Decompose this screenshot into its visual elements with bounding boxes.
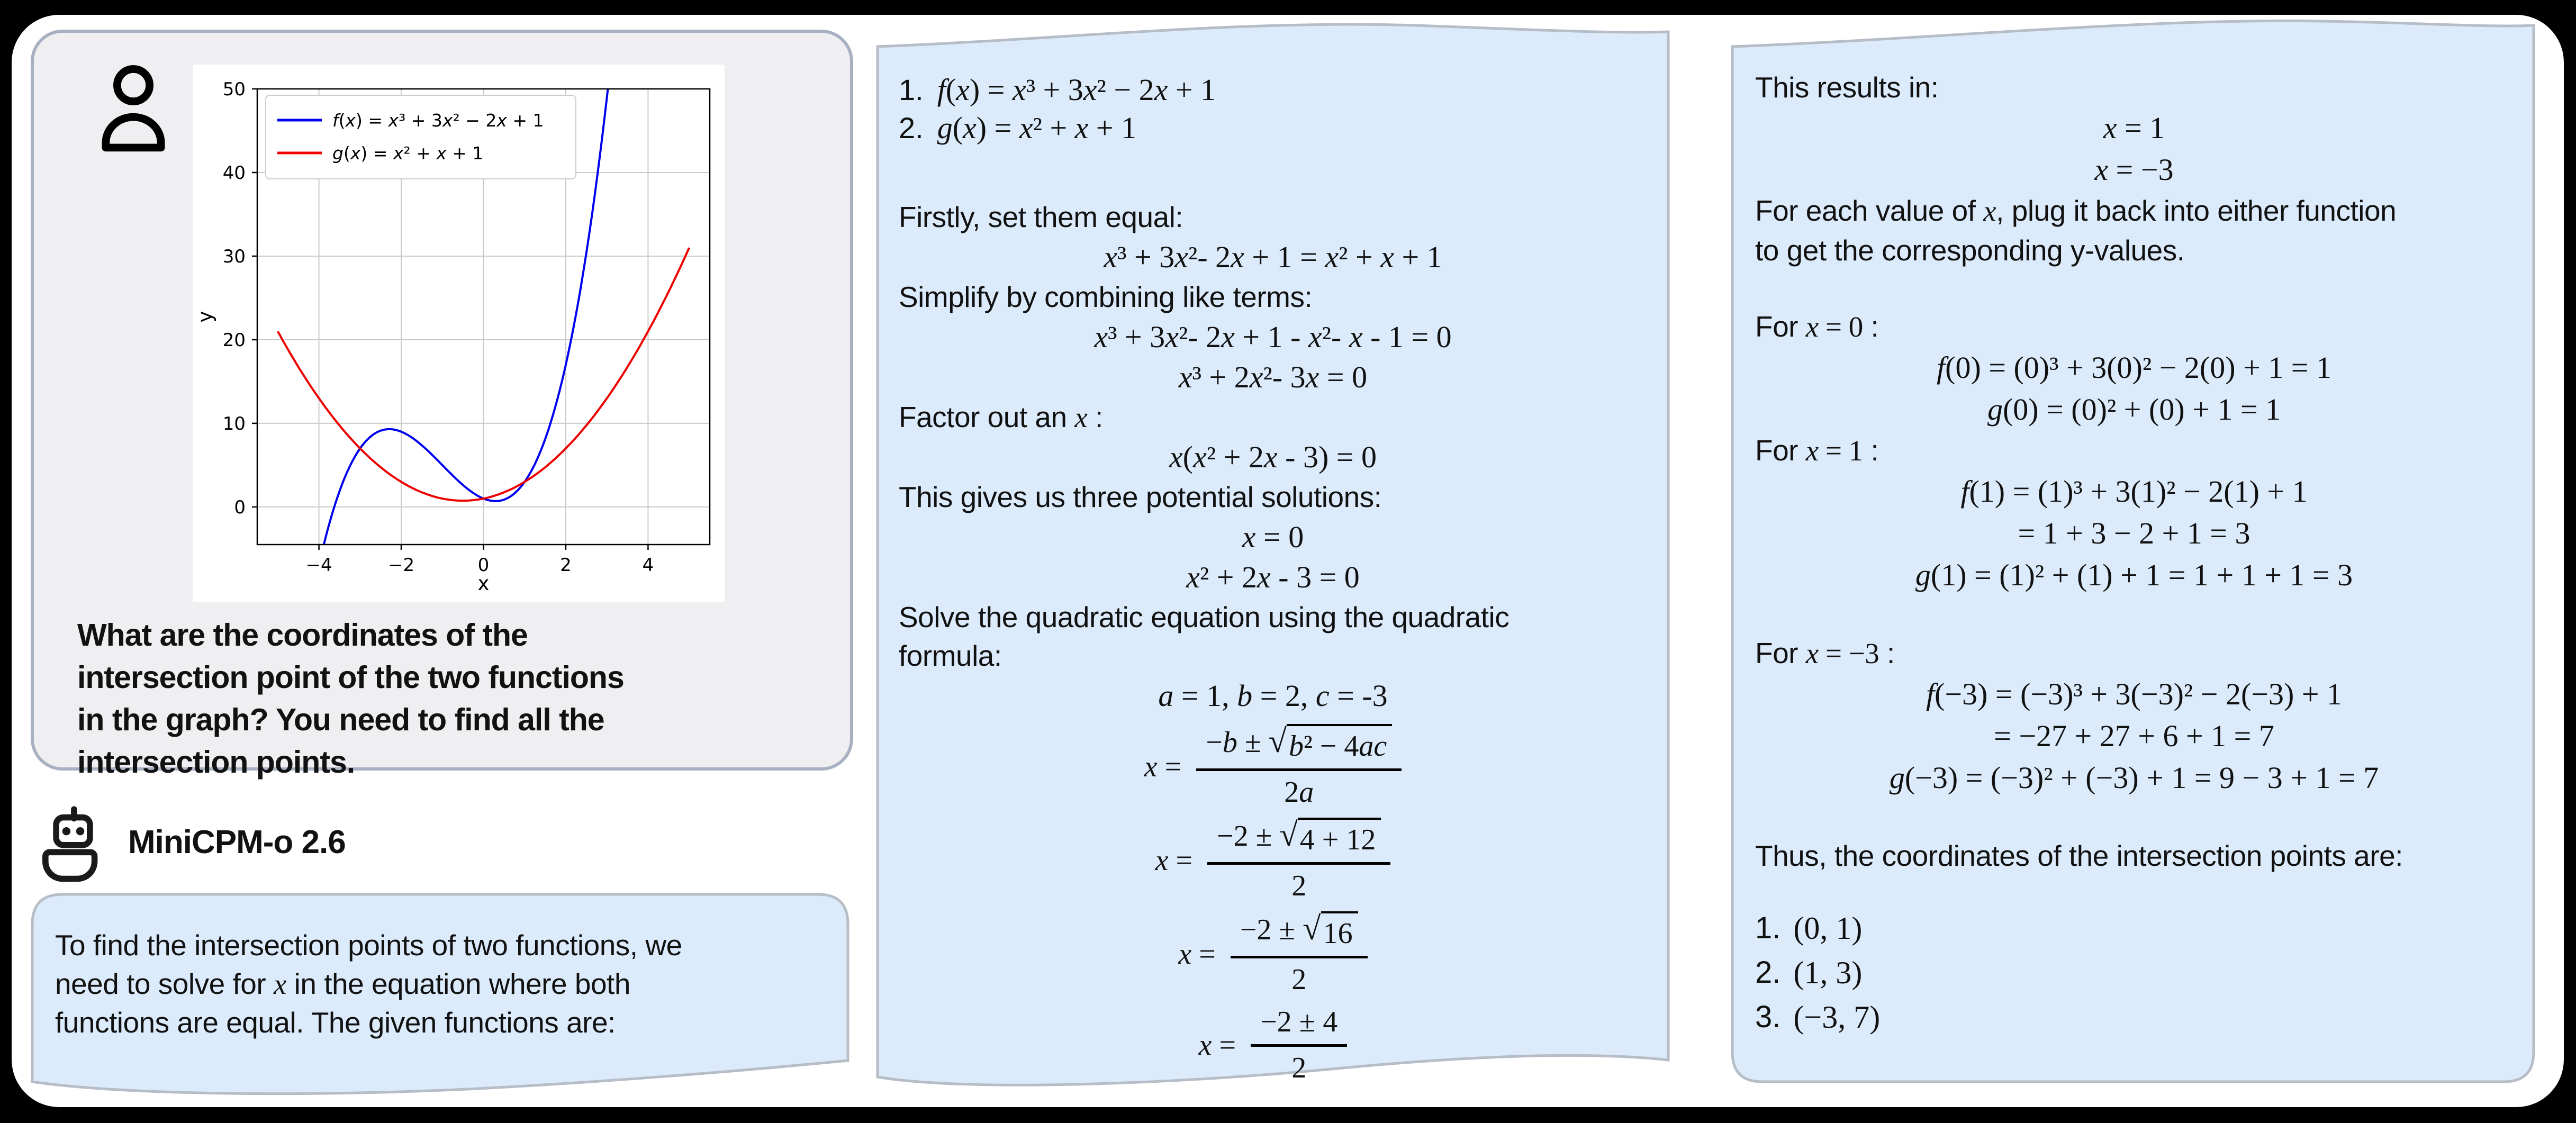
equation: = 1 + 3 − 2 + 1 = 3 (2018, 516, 2250, 550)
equation-final-fraction: x = $\frac{-2 \pm 4}{2}$ (899, 1005, 1647, 1085)
step-label: This results in: (1755, 71, 1939, 104)
equation: g(1) = (1)² + (1) + 1 = 1 + 1 + 1 = 3 (1915, 558, 2353, 592)
case-label: For x = 0 : (1755, 310, 1879, 343)
result-item: 3. (−3, 7) (1755, 1000, 1881, 1035)
step-label: formula: (899, 639, 1002, 672)
legend-box (266, 95, 576, 179)
x-tick-label: −2 (387, 555, 415, 576)
equation: g(0) = (0)² + (0) + 1 = 1 (1987, 392, 2281, 427)
step-label: Solve the quadratic equation using the quadratic (899, 601, 1510, 633)
y-tick-label: 10 (222, 413, 246, 434)
function-plot (193, 65, 725, 602)
legend-label-f: f(x) = x³ + 3x² − 2x + 1 (332, 110, 544, 131)
x-tick-label: −4 (305, 555, 332, 576)
x-tick-label: 4 (642, 555, 654, 576)
legend-label-g: g(x) = x² + x + 1 (332, 143, 484, 164)
equation: f(0) = (0)³ + 3(0)² − 2(0) + 1 = 1 (1937, 350, 2331, 385)
text-line: To find the intersection points of two functions, we (55, 929, 682, 962)
bot-bubble-3-text (1755, 68, 2513, 1039)
equation: x = 1 (2103, 111, 2165, 145)
result-item: 1. (0, 1) (1755, 911, 1863, 946)
equation: f(−3) = (−3)³ + 3(−3)² − 2(−3) + 1 (1926, 677, 2343, 711)
equation: = −27 + 27 + 6 + 1 = 7 (1994, 719, 2274, 753)
equation: a = 1, b = 2, c = -3 (1158, 678, 1388, 713)
bot-bubble-1-text (55, 926, 833, 1042)
case-label: For x = 1 : (1755, 434, 1879, 467)
equation: g(−3) = (−3)² + (−3) + 1 = 9 − 3 + 1 = 7 (1889, 760, 2379, 795)
y-tick-label: 40 (222, 162, 246, 184)
question-line: in the graph? You need to find all the (77, 702, 604, 737)
equation: f(1) = (1)³ + 3(1)² − 2(1) + 1 (1960, 474, 2308, 509)
x-tick-label: 0 (477, 555, 490, 576)
y-tick-label: 20 (222, 329, 246, 351)
user-question (77, 614, 855, 783)
text-line: For each value of x, plug it back into either function (1755, 194, 2397, 227)
y-tick-label: 50 (222, 79, 246, 100)
equation: x² + 2x - 3 = 0 (1186, 560, 1360, 594)
y-tick-label: 0 (234, 496, 246, 518)
step-label: Simplify by combining like terms: (899, 280, 1313, 313)
result-item: 2. (1, 3) (1755, 955, 1863, 990)
step-label: Firstly, set them equal: (899, 201, 1183, 233)
figure-canvas (12, 15, 2564, 1107)
question-line: intersection points. (77, 745, 355, 780)
bot-bubble-2-text (899, 71, 1647, 1093)
case-label: For x = −3 : (1755, 637, 1895, 669)
step-label: This gives us three potential solutions: (899, 481, 1382, 513)
function-item: 2. g(x) = x² + x + 1 (899, 111, 1137, 145)
y-tick-label: 30 (222, 246, 246, 267)
equation: x = 0 (1242, 520, 1304, 554)
equation-sqrt16: x = −2 ± √ 16 2 (899, 911, 1647, 997)
equation-substituted: x = −2 ± √ 4 + 12 2 (899, 818, 1647, 903)
equation: x(x² + 2x - 3) = 0 (1169, 440, 1377, 474)
y-axis-label: y (194, 311, 216, 323)
bot-identity-row (42, 802, 346, 882)
question-line: intersection point of the two functions (77, 660, 624, 695)
function-item: 1. f(x) = x³ + 3x² − 2x + 1 (899, 73, 1216, 107)
conclusion-label: Thus, the coordinates of the intersection points are: (1755, 839, 2403, 872)
text-line: functions are equal. The given functions are: (55, 1006, 616, 1039)
equation: x³ + 3x²- 2x + 1 - x²- x - 1 = 0 (1094, 320, 1452, 354)
step-label: Factor out an x : (899, 401, 1103, 433)
robot-icon (42, 801, 104, 883)
x-tick-label: 2 (560, 555, 572, 576)
text-line: to get the corresponding y-values. (1755, 234, 2185, 267)
bot-name-label: MiniCPM-o 2.6 (128, 823, 346, 861)
person-icon (96, 62, 170, 152)
question-line: What are the coordinates of the (77, 618, 528, 653)
equation: x³ + 2x²- 3x = 0 (1178, 360, 1368, 394)
equation: x = −3 (2094, 152, 2174, 187)
user-message-bubble (31, 30, 853, 780)
equation-quadratic-formula: x = −b ± √ b² − 4ac 2a (899, 724, 1647, 809)
x-axis-label: x (477, 572, 490, 595)
text-line: need to solve for x in the equation where both (55, 967, 630, 1000)
equation: x³ + 3x²- 2x + 1 = x² + x + 1 (1104, 240, 1442, 274)
